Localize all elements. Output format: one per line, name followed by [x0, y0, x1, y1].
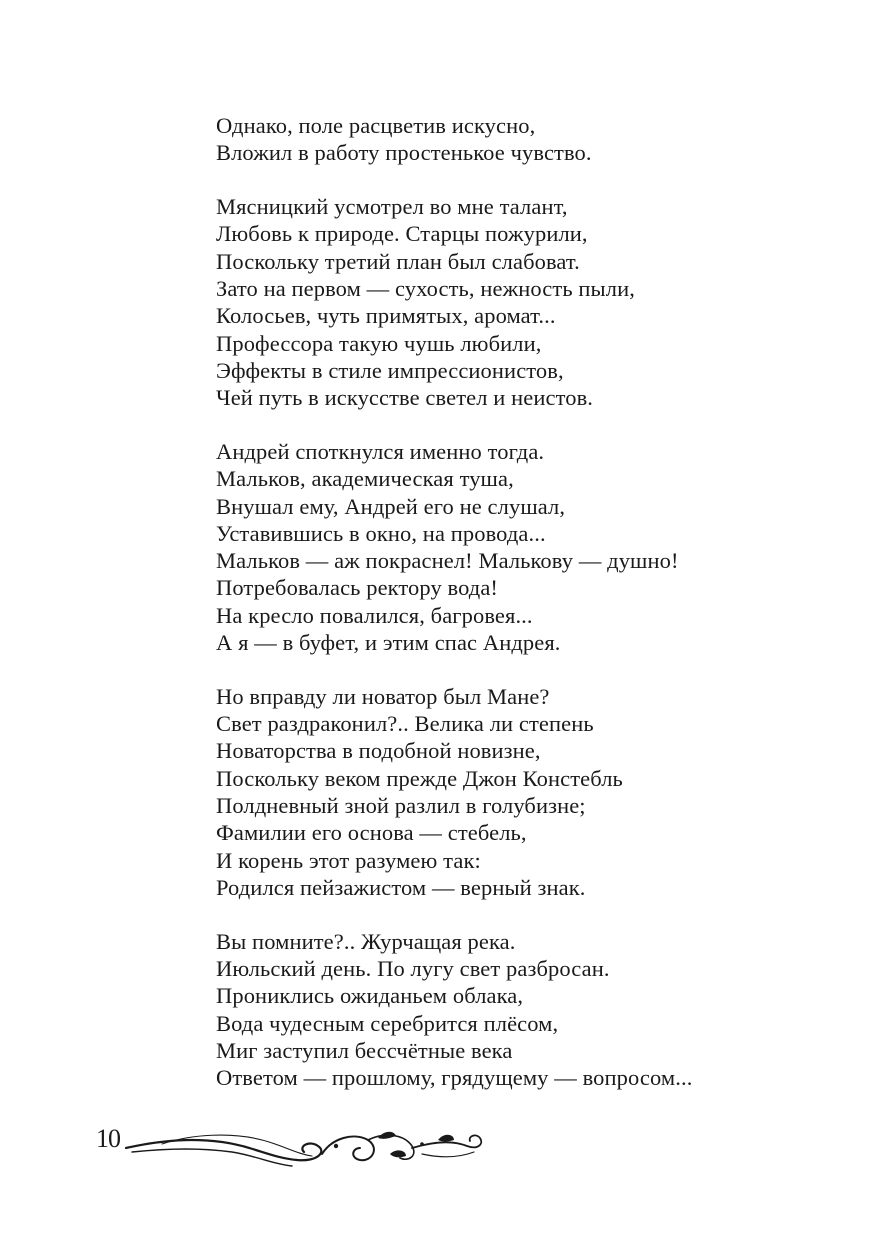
- poem-line: Поскольку веком прежде Джон Констебль: [216, 765, 623, 791]
- poem-line: Полдневный зной разлил в голубизне;: [216, 793, 586, 819]
- poem-line: Фамилии его основа — стебель,: [216, 820, 527, 846]
- poem-line: Вложил в работу простенькое чувство.: [216, 140, 592, 166]
- poem-line: Родился пейзажистом — верный знак.: [216, 874, 586, 900]
- poem-line: Профессора такую чушь любили,: [216, 330, 542, 356]
- poem-line: Прониклись ожиданьем облака,: [216, 983, 524, 1009]
- stanza-4: [216, 683, 836, 901]
- poem-line: Колосьев, чуть примятых, аромат...: [216, 303, 556, 329]
- poem-line: Уставившись в окно, на провода...: [216, 520, 546, 546]
- poem-line: Свет раздраконил?.. Велика ли степень: [216, 711, 594, 737]
- poem-line: Однако, поле расцветив искусно,: [216, 113, 536, 138]
- poem-line: А я — в буфет, и этим спас Андрея.: [216, 630, 561, 656]
- poem-line: Внушал ему, Андрей его не слушал,: [216, 493, 566, 519]
- poem-line: Мальков, академическая туша,: [216, 466, 514, 492]
- poem-body: [216, 112, 836, 1118]
- page-footer: [96, 1118, 496, 1178]
- poem-line: И корень этот разумею так:: [216, 847, 481, 873]
- poem-line: Вы помните?.. Журчащая река.: [216, 928, 516, 954]
- poem-line: Зато на первом — сухость, нежность пыли,: [216, 275, 635, 301]
- poem-line: На кресло повалился, багровея...: [216, 602, 533, 628]
- poem-line: Вода чудесным серебрится плёсом,: [216, 1010, 559, 1036]
- stanza-2: [216, 193, 836, 411]
- poem-line: Миг заступил бессчётные века: [216, 1037, 513, 1063]
- flourish-ornament-icon: [122, 1118, 492, 1178]
- poem-line: Ответом — прошлому, грядущему — вопросом...: [216, 1065, 693, 1091]
- page-number: 10: [96, 1124, 120, 1153]
- poem-line: Любовь к природе. Старцы пожурили,: [216, 221, 588, 247]
- poem-line: Мясницкий усмотрел во мне талант,: [216, 194, 568, 220]
- poem-line: Потребовалась ректору вода!: [216, 575, 499, 601]
- poem-line: Новаторства в подобной новизне,: [216, 738, 541, 764]
- poem-line: Мальков — аж покраснел! Малькову — душно!: [216, 548, 679, 574]
- stanza-1: [216, 112, 836, 167]
- poem-line: Но вправду ли новатор был Мане?: [216, 683, 550, 709]
- stanza-5: [216, 928, 836, 1092]
- poem-line: Чей путь в искусстве светел и неистов.: [216, 385, 594, 411]
- poem-line: Андрей споткнулся именно тогда.: [216, 438, 545, 464]
- poem-line: Июльский день. По лугу свет разбросан.: [216, 956, 610, 982]
- stanza-3: [216, 438, 836, 656]
- poem-line: Поскольку третий план был слабоват.: [216, 248, 580, 274]
- poem-line: Эффекты в стиле импрессионистов,: [216, 357, 564, 383]
